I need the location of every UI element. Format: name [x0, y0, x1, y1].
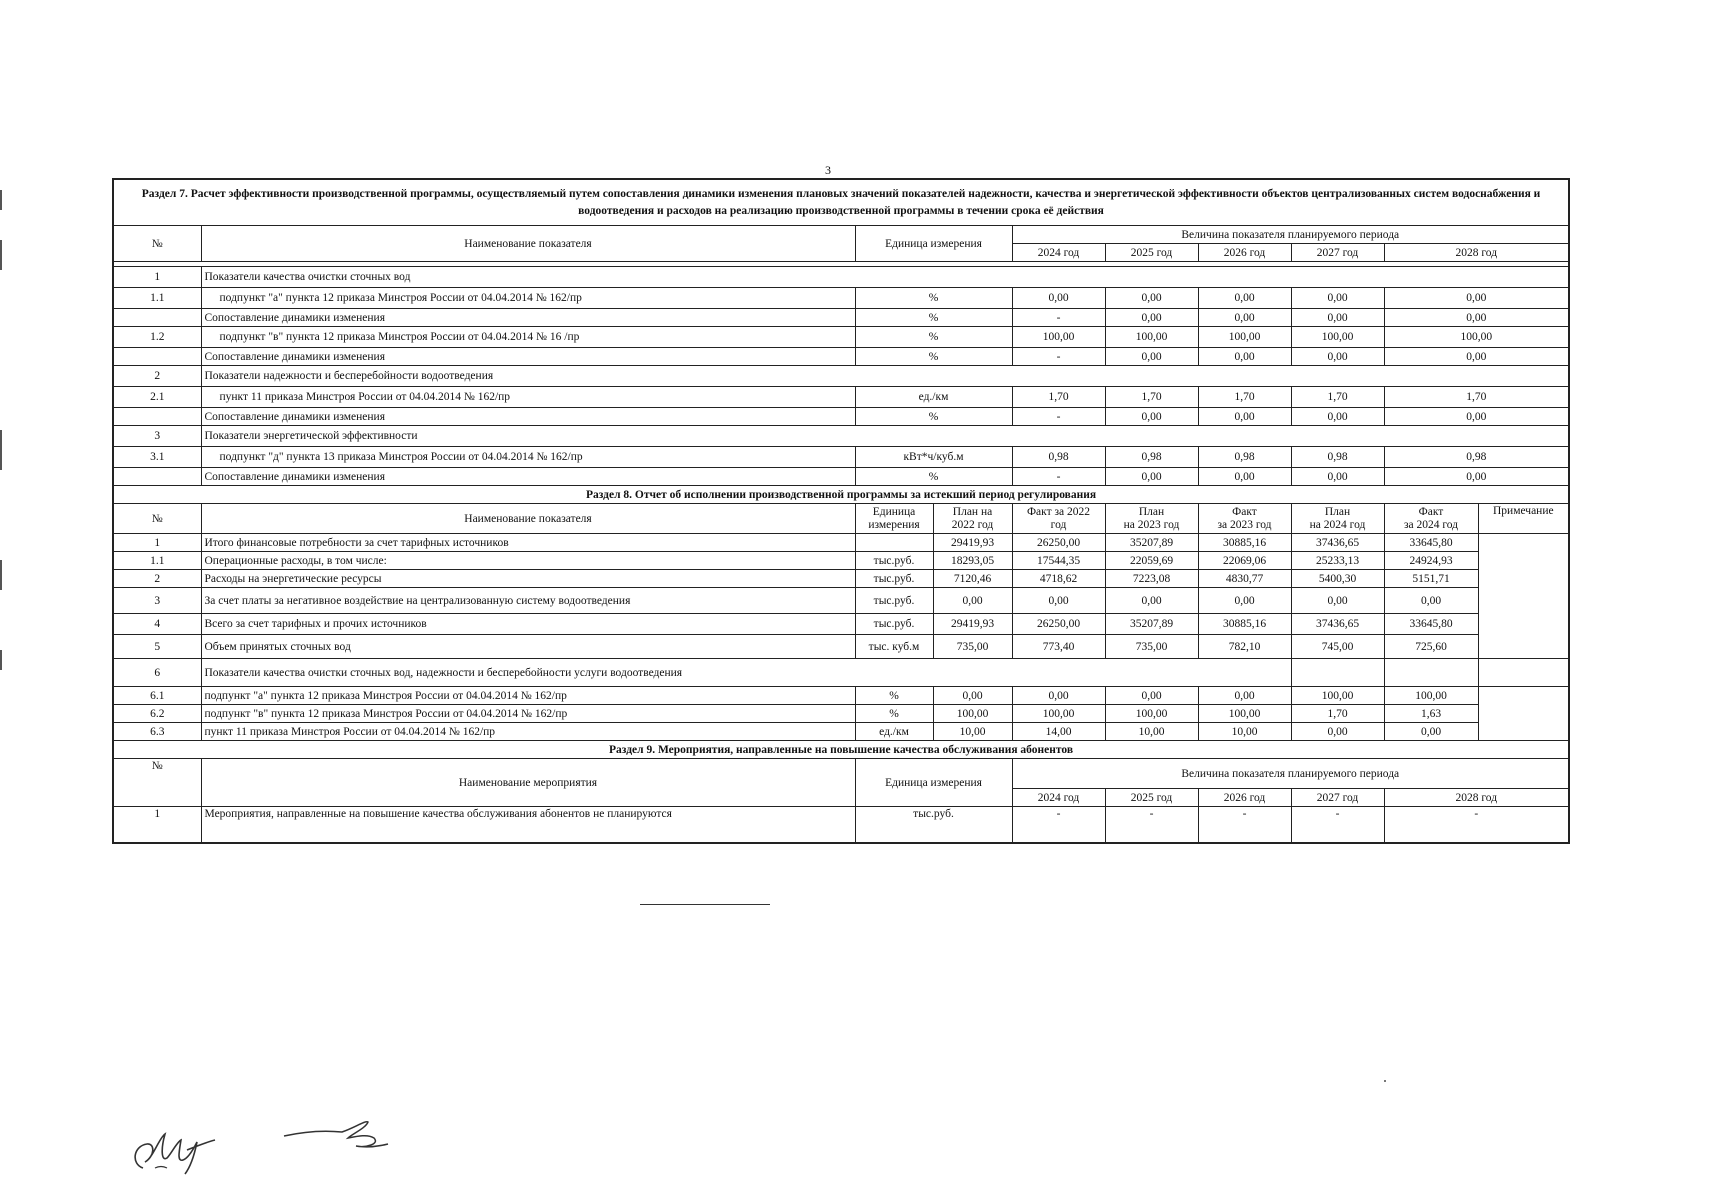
- row-value: 0,00: [1291, 288, 1384, 309]
- row-unit: %: [855, 705, 933, 723]
- table-row: [113, 348, 1569, 366]
- row-name: подпункт "в" пункта 12 приказа Минстроя России от 04.04.2014 № 16 /пр: [201, 327, 855, 348]
- row-value: 5400,30: [1291, 570, 1384, 588]
- row-value: 7223,08: [1105, 570, 1198, 588]
- note-cell: [1478, 534, 1569, 659]
- row-value: 37436,65: [1291, 534, 1384, 552]
- row-name: Показатели качества очистки сточных вод: [201, 267, 1569, 288]
- row-value: 35207,89: [1105, 614, 1198, 635]
- row-value: 100,00: [1384, 687, 1478, 705]
- table-row: [113, 468, 1569, 486]
- row-num: 1.2: [113, 327, 201, 348]
- row-name: Сопоставление динамики изменения: [201, 468, 855, 486]
- document-sheet: [112, 178, 1568, 844]
- signature-1: [125, 1128, 225, 1178]
- row-value: 0,00: [1012, 588, 1105, 614]
- row-value: 100,00: [1198, 705, 1291, 723]
- row-value: 0,00: [1105, 348, 1198, 366]
- row-name: Объем принятых сточных вод: [201, 635, 855, 659]
- separator-line: [640, 904, 770, 905]
- section9-title: Раздел 9. Мероприятия, направленные на повышение качества обслуживания абонентов: [113, 741, 1569, 759]
- row-num: [113, 408, 201, 426]
- s9-header-num: №: [113, 759, 201, 807]
- row-value: 0,00: [933, 687, 1012, 705]
- row-value: 745,00: [1291, 635, 1384, 659]
- row-value: 37436,65: [1291, 614, 1384, 635]
- row-name: подпункт "в" пункта 12 приказа Минстроя России от 04.04.2014 № 162/пр: [201, 705, 855, 723]
- s9-header-year: 2025 год: [1105, 789, 1198, 807]
- scan-mark: [0, 650, 2, 670]
- s7-header-year: 2025 год: [1105, 244, 1198, 262]
- row-value: 33645,80: [1384, 614, 1478, 635]
- scan-mark: [0, 190, 2, 210]
- row-unit: %: [855, 327, 1012, 348]
- row-unit: %: [855, 408, 1012, 426]
- row-value: 0,00: [1291, 348, 1384, 366]
- row-num: 1.1: [113, 288, 201, 309]
- row-value: -: [1012, 468, 1105, 486]
- row-value: -: [1012, 348, 1105, 366]
- section7-title: Раздел 7. Расчет эффективности производственной программы, осуществляемый путем сопоставления динамики изменения плановых значений показателей надежности, качества и энергетической эффективности объектов централизованных систем водоснабжения и водоотведения и расходов на реализацию производственной программы в течении срока её действия: [113, 179, 1569, 226]
- row-value: 0,00: [1105, 309, 1198, 327]
- row-name: Мероприятия, направленные на повышение качества обслуживания абонентов не планируются: [201, 807, 855, 843]
- row-unit: ед./км: [855, 723, 933, 741]
- row-num: 6.3: [113, 723, 201, 741]
- row-unit: тыс.руб.: [855, 552, 933, 570]
- row-value: 0,00: [1012, 687, 1105, 705]
- row-unit: [855, 534, 933, 552]
- row-name: подпункт "д" пункта 13 приказа Минстроя России от 04.04.2014 № 162/пр: [201, 447, 855, 468]
- row-value: 100,00: [933, 705, 1012, 723]
- row-value: 4830,77: [1198, 570, 1291, 588]
- row-num: 3: [113, 588, 201, 614]
- s9-header-year: 2028 год: [1384, 789, 1569, 807]
- table-row: [113, 687, 1569, 705]
- row-value: 0,00: [1291, 408, 1384, 426]
- s7-header-num: №: [113, 226, 201, 262]
- row-value: 0,00: [1198, 468, 1291, 486]
- row-unit: %: [855, 468, 1012, 486]
- table-row: [113, 387, 1569, 408]
- s9-header-period: Величина показателя планируемого периода: [1012, 759, 1569, 789]
- table-row: [113, 807, 1569, 843]
- row-value: 1,70: [1291, 705, 1384, 723]
- row-value: 1,63: [1384, 705, 1478, 723]
- s8-header-fact2022: Факт за 2022 год: [1012, 504, 1105, 534]
- row-value: 29419,93: [933, 614, 1012, 635]
- scan-dot: [1384, 1080, 1386, 1082]
- row-value: 0,00: [1198, 288, 1291, 309]
- row-value: 30885,16: [1198, 614, 1291, 635]
- page-number: 3: [825, 163, 831, 177]
- table-row: [113, 309, 1569, 327]
- s8-header-unit: Единица измерения: [855, 504, 933, 534]
- row-value: 26250,00: [1012, 534, 1105, 552]
- row-value: 0,00: [1384, 288, 1569, 309]
- row-num: 6.1: [113, 687, 201, 705]
- table-row: [113, 288, 1569, 309]
- row-value: 0,00: [1198, 348, 1291, 366]
- row-value: 1,70: [1105, 387, 1198, 408]
- row-num: 1: [113, 534, 201, 552]
- row-value: 100,00: [1384, 327, 1569, 348]
- s9-header-year: 2026 год: [1198, 789, 1291, 807]
- row-value: 25233,13: [1291, 552, 1384, 570]
- scan-mark: [0, 560, 2, 590]
- table-row: [113, 635, 1569, 659]
- row-value: -: [1012, 408, 1105, 426]
- table-row: [113, 705, 1569, 723]
- row-value: 0,00: [1291, 468, 1384, 486]
- row-name: подпункт "а" пункта 12 приказа Минстроя России от 04.04.2014 № 162/пр: [201, 288, 855, 309]
- table-row: [113, 570, 1569, 588]
- row-unit: %: [855, 687, 933, 705]
- signature-2: [282, 1118, 402, 1158]
- row-unit: ед./км: [855, 387, 1012, 408]
- row-value: 1,70: [1291, 387, 1384, 408]
- row-value: 0,00: [1198, 687, 1291, 705]
- row-name: Сопоставление динамики изменения: [201, 309, 855, 327]
- row-num: 1.1: [113, 552, 201, 570]
- row-num: 2.1: [113, 387, 201, 408]
- row-value: -: [1012, 309, 1105, 327]
- s8-header-num: №: [113, 504, 201, 534]
- row-value: -: [1012, 807, 1105, 843]
- row-name: Показатели надежности и бесперебойности водоотведения: [201, 366, 1569, 387]
- row-name: Итого финансовые потребности за счет тарифных источников: [201, 534, 855, 552]
- s7-header-period: Величина показателя планируемого периода: [1012, 226, 1569, 244]
- row-name: Операционные расходы, в том числе:: [201, 552, 855, 570]
- row-name: Сопоставление динамики изменения: [201, 408, 855, 426]
- row-value: 0,00: [1198, 408, 1291, 426]
- row-num: 4: [113, 614, 201, 635]
- row-name: подпункт "а" пункта 12 приказа Минстроя России от 04.04.2014 № 162/пр: [201, 687, 855, 705]
- table-row: [113, 614, 1569, 635]
- row-num: 1: [113, 807, 201, 843]
- s7-header-year: 2024 год: [1012, 244, 1105, 262]
- row-num: [113, 348, 201, 366]
- table-row: [113, 552, 1569, 570]
- row-value: 0,00: [1105, 408, 1198, 426]
- row-num: [113, 309, 201, 327]
- report-table: [112, 178, 1570, 844]
- row-value: 0,00: [1384, 348, 1569, 366]
- s8-header-plan2024: План на 2024 год: [1291, 504, 1384, 534]
- table-row: [113, 426, 1569, 447]
- row-value: 100,00: [1012, 705, 1105, 723]
- row-value: 30885,16: [1198, 534, 1291, 552]
- row-value: 0,00: [1384, 408, 1569, 426]
- row-value: 725,60: [1384, 635, 1478, 659]
- scan-mark: [0, 430, 2, 470]
- row-num: [113, 468, 201, 486]
- row-value: 1,70: [1198, 387, 1291, 408]
- row-value: -: [1384, 807, 1569, 843]
- s9-header-year: 2027 год: [1291, 789, 1384, 807]
- s8-header-name: Наименование показателя: [201, 504, 855, 534]
- s7-header-name: Наименование показателя: [201, 226, 855, 262]
- row-value: 29419,93: [933, 534, 1012, 552]
- row-value: 0,00: [933, 588, 1012, 614]
- row-unit: тыс.руб.: [855, 807, 1012, 843]
- row-unit: %: [855, 309, 1012, 327]
- row-value: 735,00: [1105, 635, 1198, 659]
- row-value: 18293,05: [933, 552, 1012, 570]
- row-num: 2: [113, 570, 201, 588]
- row-value: 0,00: [1105, 288, 1198, 309]
- row-value: 0,00: [1384, 588, 1478, 614]
- s8-header-fact2023: Факт за 2023 год: [1198, 504, 1291, 534]
- s7-header-unit: Единица измерения: [855, 226, 1012, 262]
- row-unit: %: [855, 288, 1012, 309]
- s8-header-fact2024: Факт за 2024 год: [1384, 504, 1478, 534]
- row-value: 0,98: [1291, 447, 1384, 468]
- row-num: 1: [113, 267, 201, 288]
- row-value: 0,00: [1291, 723, 1384, 741]
- row-value: 100,00: [1291, 687, 1384, 705]
- s8-header-plan2022: План на 2022 год: [933, 504, 1012, 534]
- s7-header-year: 2028 год: [1384, 244, 1569, 262]
- row-value: 0,00: [1105, 687, 1198, 705]
- row-value: 0,00: [1384, 309, 1569, 327]
- row-value: -: [1198, 807, 1291, 843]
- row-value: 24924,93: [1384, 552, 1478, 570]
- row-value: 14,00: [1012, 723, 1105, 741]
- row-num: 3.1: [113, 447, 201, 468]
- row-value: 0,00: [1291, 309, 1384, 327]
- row-unit: кВт*ч/куб.м: [855, 447, 1012, 468]
- section8-title: Раздел 8. Отчет об исполнении производственной программы за истекший период регулирования: [113, 486, 1569, 504]
- s8-header-note: Примечание: [1478, 504, 1569, 534]
- scan-mark: [0, 240, 2, 270]
- row-value: 0,98: [1105, 447, 1198, 468]
- table-row: [113, 534, 1569, 552]
- s7-header-year: 2027 год: [1291, 244, 1384, 262]
- row-value: 0,98: [1198, 447, 1291, 468]
- row-name: Всего за счет тарифных и прочих источников: [201, 614, 855, 635]
- row-value: -: [1105, 807, 1198, 843]
- row-num: 6.2: [113, 705, 201, 723]
- row-value: 33645,80: [1384, 534, 1478, 552]
- row-unit: тыс. куб.м: [855, 635, 933, 659]
- row-name: пункт 11 приказа Минстроя России от 04.04.2014 № 162/пр: [201, 723, 855, 741]
- row-value: 10,00: [1105, 723, 1198, 741]
- row-value: 782,10: [1198, 635, 1291, 659]
- row-name: Расходы на энергетические ресурсы: [201, 570, 855, 588]
- row-value: 35207,89: [1105, 534, 1198, 552]
- row-value: 0,00: [1198, 588, 1291, 614]
- row-value: 0,00: [1105, 468, 1198, 486]
- row-unit: тыс.руб.: [855, 588, 933, 614]
- row-value: 100,00: [1198, 327, 1291, 348]
- row-value: 0,00: [1105, 588, 1198, 614]
- table-row: [113, 366, 1569, 387]
- table-row: [113, 588, 1569, 614]
- row-value: 17544,35: [1012, 552, 1105, 570]
- row-value: 100,00: [1105, 327, 1198, 348]
- row-value: 0,00: [1384, 723, 1478, 741]
- row-value: 0,98: [1384, 447, 1569, 468]
- row-value: 773,40: [1012, 635, 1105, 659]
- row-name: пункт 11 приказа Минстроя России от 04.04.2014 № 162/пр: [201, 387, 855, 408]
- table-row: [113, 327, 1569, 348]
- row-value: 1,70: [1012, 387, 1105, 408]
- table-row: [113, 723, 1569, 741]
- row-num: 5: [113, 635, 201, 659]
- s9-header-unit: Единица измерения: [855, 759, 1012, 807]
- row-value: -: [1291, 807, 1384, 843]
- table-row: [113, 267, 1569, 288]
- table-row: [113, 408, 1569, 426]
- row-name: Сопоставление динамики изменения: [201, 348, 855, 366]
- row-value: 100,00: [1291, 327, 1384, 348]
- row-value: 10,00: [1198, 723, 1291, 741]
- row-value: 1,70: [1384, 387, 1569, 408]
- s9-header-year: 2024 год: [1012, 789, 1105, 807]
- row-value: 4718,62: [1012, 570, 1105, 588]
- row-value: 0,98: [1012, 447, 1105, 468]
- row-value: 22069,06: [1198, 552, 1291, 570]
- row-value: 100,00: [1105, 705, 1198, 723]
- row-value: 0,00: [1198, 309, 1291, 327]
- row-value: 10,00: [933, 723, 1012, 741]
- row-value: 0,00: [1291, 588, 1384, 614]
- s7-header-year: 2026 год: [1198, 244, 1291, 262]
- row-value: 100,00: [1012, 327, 1105, 348]
- row-unit: %: [855, 348, 1012, 366]
- row-num: 3: [113, 426, 201, 447]
- row-value: 735,00: [933, 635, 1012, 659]
- table-row: [113, 447, 1569, 468]
- row-num: 2: [113, 366, 201, 387]
- row-unit: тыс.руб.: [855, 570, 933, 588]
- row-name: Показатели качества очистки сточных вод, надежности и бесперебойности услуги водоотведения: [201, 659, 1291, 687]
- row-name: Показатели энергетической эффективности: [201, 426, 1569, 447]
- row-name: За счет платы за негативное воздействие на централизованную систему водоотведения: [201, 588, 855, 614]
- row-num: 6: [113, 659, 201, 687]
- row-value: 0,00: [1384, 468, 1569, 486]
- row-value: 0,00: [1012, 288, 1105, 309]
- row-value: 26250,00: [1012, 614, 1105, 635]
- s8-header-plan2023: План на 2023 год: [1105, 504, 1198, 534]
- row-value: 7120,46: [933, 570, 1012, 588]
- row-value: 22059,69: [1105, 552, 1198, 570]
- table-row: [113, 659, 1569, 687]
- s9-header-name: Наименование мероприятия: [201, 759, 855, 807]
- row-value: 5151,71: [1384, 570, 1478, 588]
- row-unit: тыс.руб.: [855, 614, 933, 635]
